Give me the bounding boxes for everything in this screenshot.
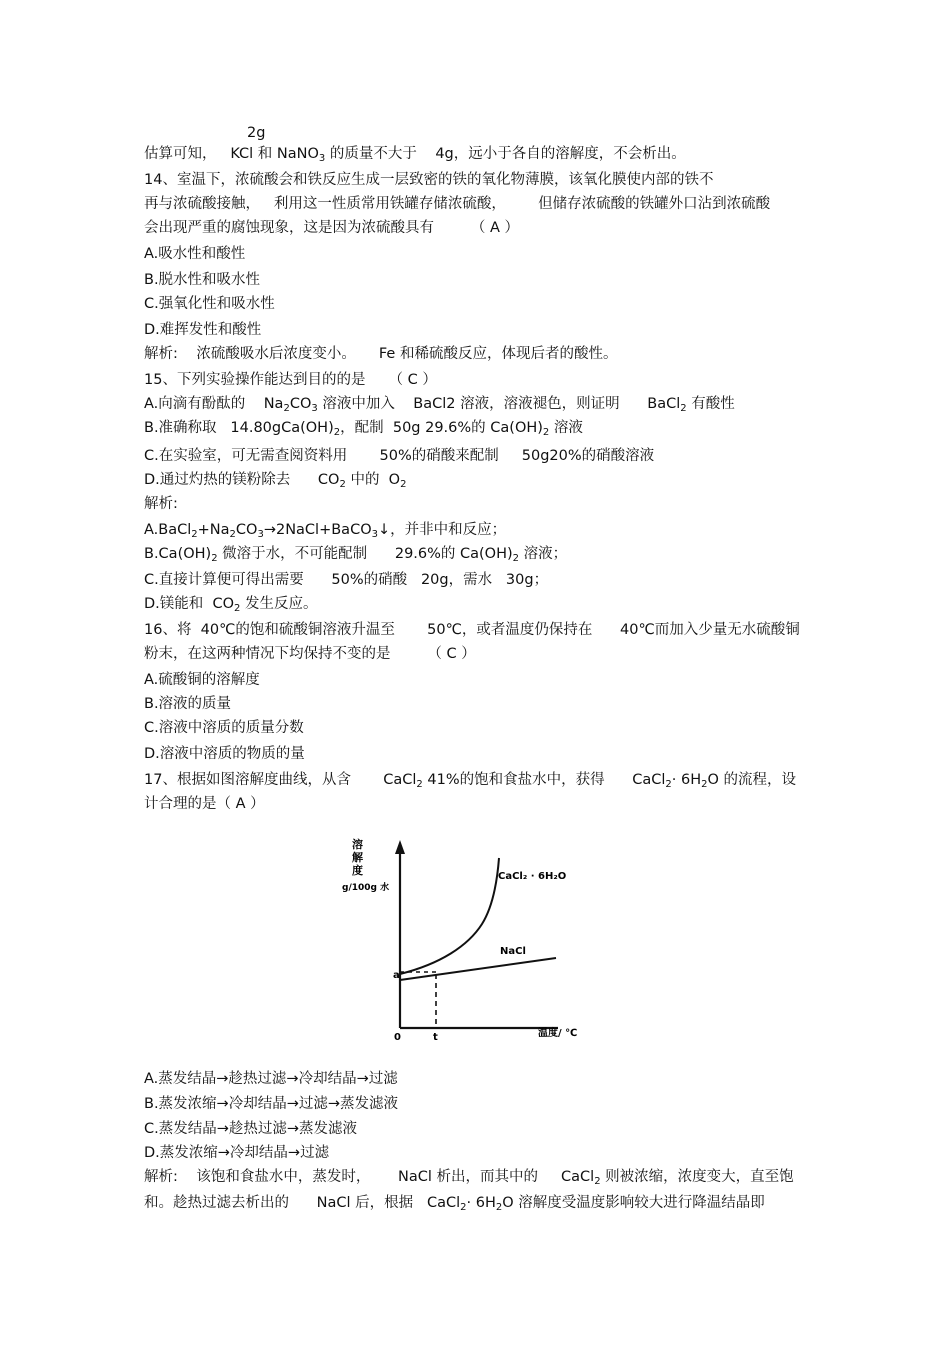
text-line — [247, 123, 265, 143]
subscript: 3 — [371, 529, 378, 540]
subscript: 2 — [512, 553, 520, 564]
nacl-curve-label: NaCl — [500, 946, 526, 957]
text-line — [144, 594, 318, 614]
text-line — [144, 1143, 329, 1163]
text-segment: 解析: — [144, 496, 178, 512]
text-segment: C.在实验室，可无需查阅资料用 50%的硝酸来配制 50g20%的硝酸溶液 — [144, 448, 655, 464]
text-segment: 再与浓硫酸接触， 利用这一性质常用铁罐存储浓硫酸， 但储存浓硫酸的铁罐外口沾到浓硫酸 — [144, 196, 771, 212]
cacl2-curve-label: CaCl₂ · 6H₂O — [498, 871, 567, 882]
text-segment: 发生反应。 — [240, 596, 318, 612]
y-unit-label: g/100g 水 — [342, 883, 390, 893]
text-segment: D.蒸发浓缩→冷却结晶→过滤 — [144, 1145, 330, 1161]
text-line — [144, 694, 231, 714]
subscript: 3 — [311, 403, 318, 414]
text-line — [144, 170, 713, 190]
text-segment: 16、将 40℃的饱和硫酸铜溶液升温至 50℃，或者温度仍保持在 40℃而加入少量无水硫酸铜 — [144, 622, 800, 638]
text-segment: CO — [235, 522, 258, 538]
text-segment: D.难挥发性和酸性 — [144, 322, 262, 338]
ylabel-char-3: 度 — [352, 864, 363, 877]
text-segment: B.蒸发浓缩→冷却结晶→过滤→蒸发滤液 — [144, 1096, 399, 1112]
text-line — [144, 418, 583, 438]
text-segment: 17、根据如图溶解度曲线，从含 CaCl — [144, 772, 417, 788]
text-segment: B.准确称取 14.80gCa(OH) — [144, 420, 334, 436]
text-line — [144, 370, 437, 390]
subscript: 3 — [257, 529, 264, 540]
text-segment: O 溶解度受温度影响较大进行降温结晶即 — [502, 1195, 765, 1211]
text-segment: A.硫酸铜的溶解度 — [144, 672, 260, 688]
subscript: 2 — [416, 779, 423, 790]
text-line — [144, 394, 735, 414]
text-line — [144, 194, 770, 214]
point-t-label: t — [433, 1032, 438, 1043]
text-segment: 估算可知， KCl 和 NaNO — [144, 146, 319, 162]
text-segment: A.蒸发结晶→趁热过滤→冷却结晶→过滤 — [144, 1071, 398, 1087]
subscript: 2 — [283, 403, 290, 414]
text-segment: 2g — [247, 125, 266, 141]
text-segment: 和。趁热过滤去析出的 NaCl 后，根据 CaCl — [144, 1195, 461, 1211]
subscript: 2 — [495, 1202, 503, 1213]
text-segment: 的质量不大于 4g，远小于各自的溶解度，不会析出。 — [325, 146, 686, 162]
text-segment: 粉末，在这两种情况下均保持不变的是 （ C ） — [144, 646, 476, 662]
subscript: 2 — [680, 403, 687, 414]
nacl-solubility-line — [400, 958, 556, 980]
subscript: 2 — [211, 553, 218, 564]
text-line — [144, 446, 654, 466]
subscript: 2 — [460, 1202, 467, 1213]
text-line — [144, 470, 406, 490]
subscript: 2 — [229, 529, 236, 540]
text-segment: 有酸性 — [686, 396, 735, 412]
xlabel: 温度/ ℃ — [538, 1028, 578, 1039]
text-segment: 14、室温下，浓硫酸会和铁反应生成一层致密的铁的氧化物薄膜，该氧化膜使内部的铁不 — [144, 172, 714, 188]
text-segment: C.蒸发结晶→趁热过滤→蒸发滤液 — [144, 1121, 358, 1137]
text-line — [144, 144, 686, 164]
text-line — [144, 494, 178, 514]
text-segment: 41%的饱和食盐水中，获得 CaCl — [422, 772, 666, 788]
text-segment: A.BaCl — [144, 522, 192, 538]
text-line — [144, 544, 567, 564]
text-segment: 则被浓缩，浓度变大，直至饱 — [600, 1169, 794, 1185]
text-segment: ↓，并非中和反应； — [377, 522, 507, 538]
text-segment: · 6H — [671, 772, 702, 788]
text-line — [144, 270, 260, 290]
text-line — [144, 570, 548, 590]
text-segment: A.向滴有酚酞的 Na — [144, 396, 284, 412]
text-segment: C.溶液中溶质的质量分数 — [144, 720, 304, 736]
text-line — [144, 1119, 357, 1139]
text-line — [144, 1094, 398, 1114]
text-segment: 微溶于水，不可能配制 29.6%的 Ca(OH) — [217, 546, 513, 562]
text-segment: B.溶液的质量 — [144, 696, 232, 712]
text-line — [144, 1069, 398, 1089]
text-segment: D.溶液中溶质的物质的量 — [144, 746, 305, 762]
text-line — [144, 744, 305, 764]
text-line — [144, 718, 304, 738]
text-segment: D.镁能和 CO — [144, 596, 235, 612]
subscript: 2 — [400, 479, 407, 490]
text-line — [144, 1167, 794, 1187]
text-segment: 15、下列实验操作能达到目的的是 （ C ） — [144, 372, 437, 388]
ylabel-char-1: 溶 — [352, 838, 363, 851]
text-line — [144, 344, 617, 364]
text-segment: 计合理的是（ A ） — [144, 796, 265, 812]
text-segment: O 的流程，设 — [707, 772, 797, 788]
subscript: 2 — [542, 427, 550, 438]
text-line — [144, 644, 476, 664]
text-segment: 溶液 — [549, 420, 583, 436]
text-segment: · 6H — [466, 1195, 496, 1211]
text-segment: +Na — [197, 522, 230, 538]
origin-label: 0 — [394, 1032, 401, 1043]
text-line — [144, 620, 800, 640]
y-axis-arrow — [395, 840, 405, 854]
text-line — [144, 1193, 765, 1213]
text-segment: A.吸水性和酸性 — [144, 246, 246, 262]
text-line — [144, 218, 519, 238]
text-segment: 会出现严重的腐蚀现象，这是因为浓硫酸具有 （ A ） — [144, 220, 520, 236]
text-line — [144, 794, 265, 814]
text-line — [144, 320, 261, 340]
text-line — [144, 294, 275, 314]
text-segment: 溶液中加入 BaCl2 溶液，溶液褪色，则证明 BaCl — [317, 396, 681, 412]
text-segment: ，配制 50g 29.6%的 Ca(OH) — [340, 420, 543, 436]
subscript: 2 — [665, 779, 672, 790]
text-line — [144, 520, 506, 540]
text-line — [144, 670, 260, 690]
text-segment: 解析: 浓硫酸吸水后浓度变小。 Fe 和稀硫酸反应，体现后者的酸性。 — [144, 346, 618, 362]
subscript: 2 — [333, 427, 341, 438]
point-a-label: a — [393, 970, 400, 981]
solubility-curve-figure — [340, 828, 610, 1043]
text-segment: D.通过灼热的镁粉除去 CO — [144, 472, 340, 488]
text-segment: 解析: 该饱和食盐水中，蒸发时， NaCl 析出，而其中的 CaCl — [144, 1169, 595, 1185]
text-segment: 溶液； — [519, 546, 568, 562]
cacl2-solubility-curve — [400, 858, 499, 974]
text-segment: →2NaCl+BaCO — [263, 522, 372, 538]
text-segment: B.Ca(OH) — [144, 546, 212, 562]
text-segment: B.脱水性和吸水性 — [144, 272, 261, 288]
text-segment: 中的 O — [345, 472, 401, 488]
ylabel-char-2: 解 — [352, 851, 363, 864]
text-line — [144, 244, 245, 264]
text-segment: C.强氧化性和吸水性 — [144, 296, 275, 312]
text-segment: C.直接计算便可得出需要 50%的硝酸 20g，需水 30g； — [144, 572, 549, 588]
subscript: 2 — [339, 479, 346, 490]
text-segment: CO — [289, 396, 312, 412]
subscript: 2 — [701, 779, 708, 790]
subscript: 2 — [234, 603, 241, 614]
text-line — [144, 770, 796, 790]
subscript: 2 — [594, 1176, 601, 1187]
subscript: 2 — [191, 529, 198, 540]
subscript: 3 — [318, 153, 326, 164]
